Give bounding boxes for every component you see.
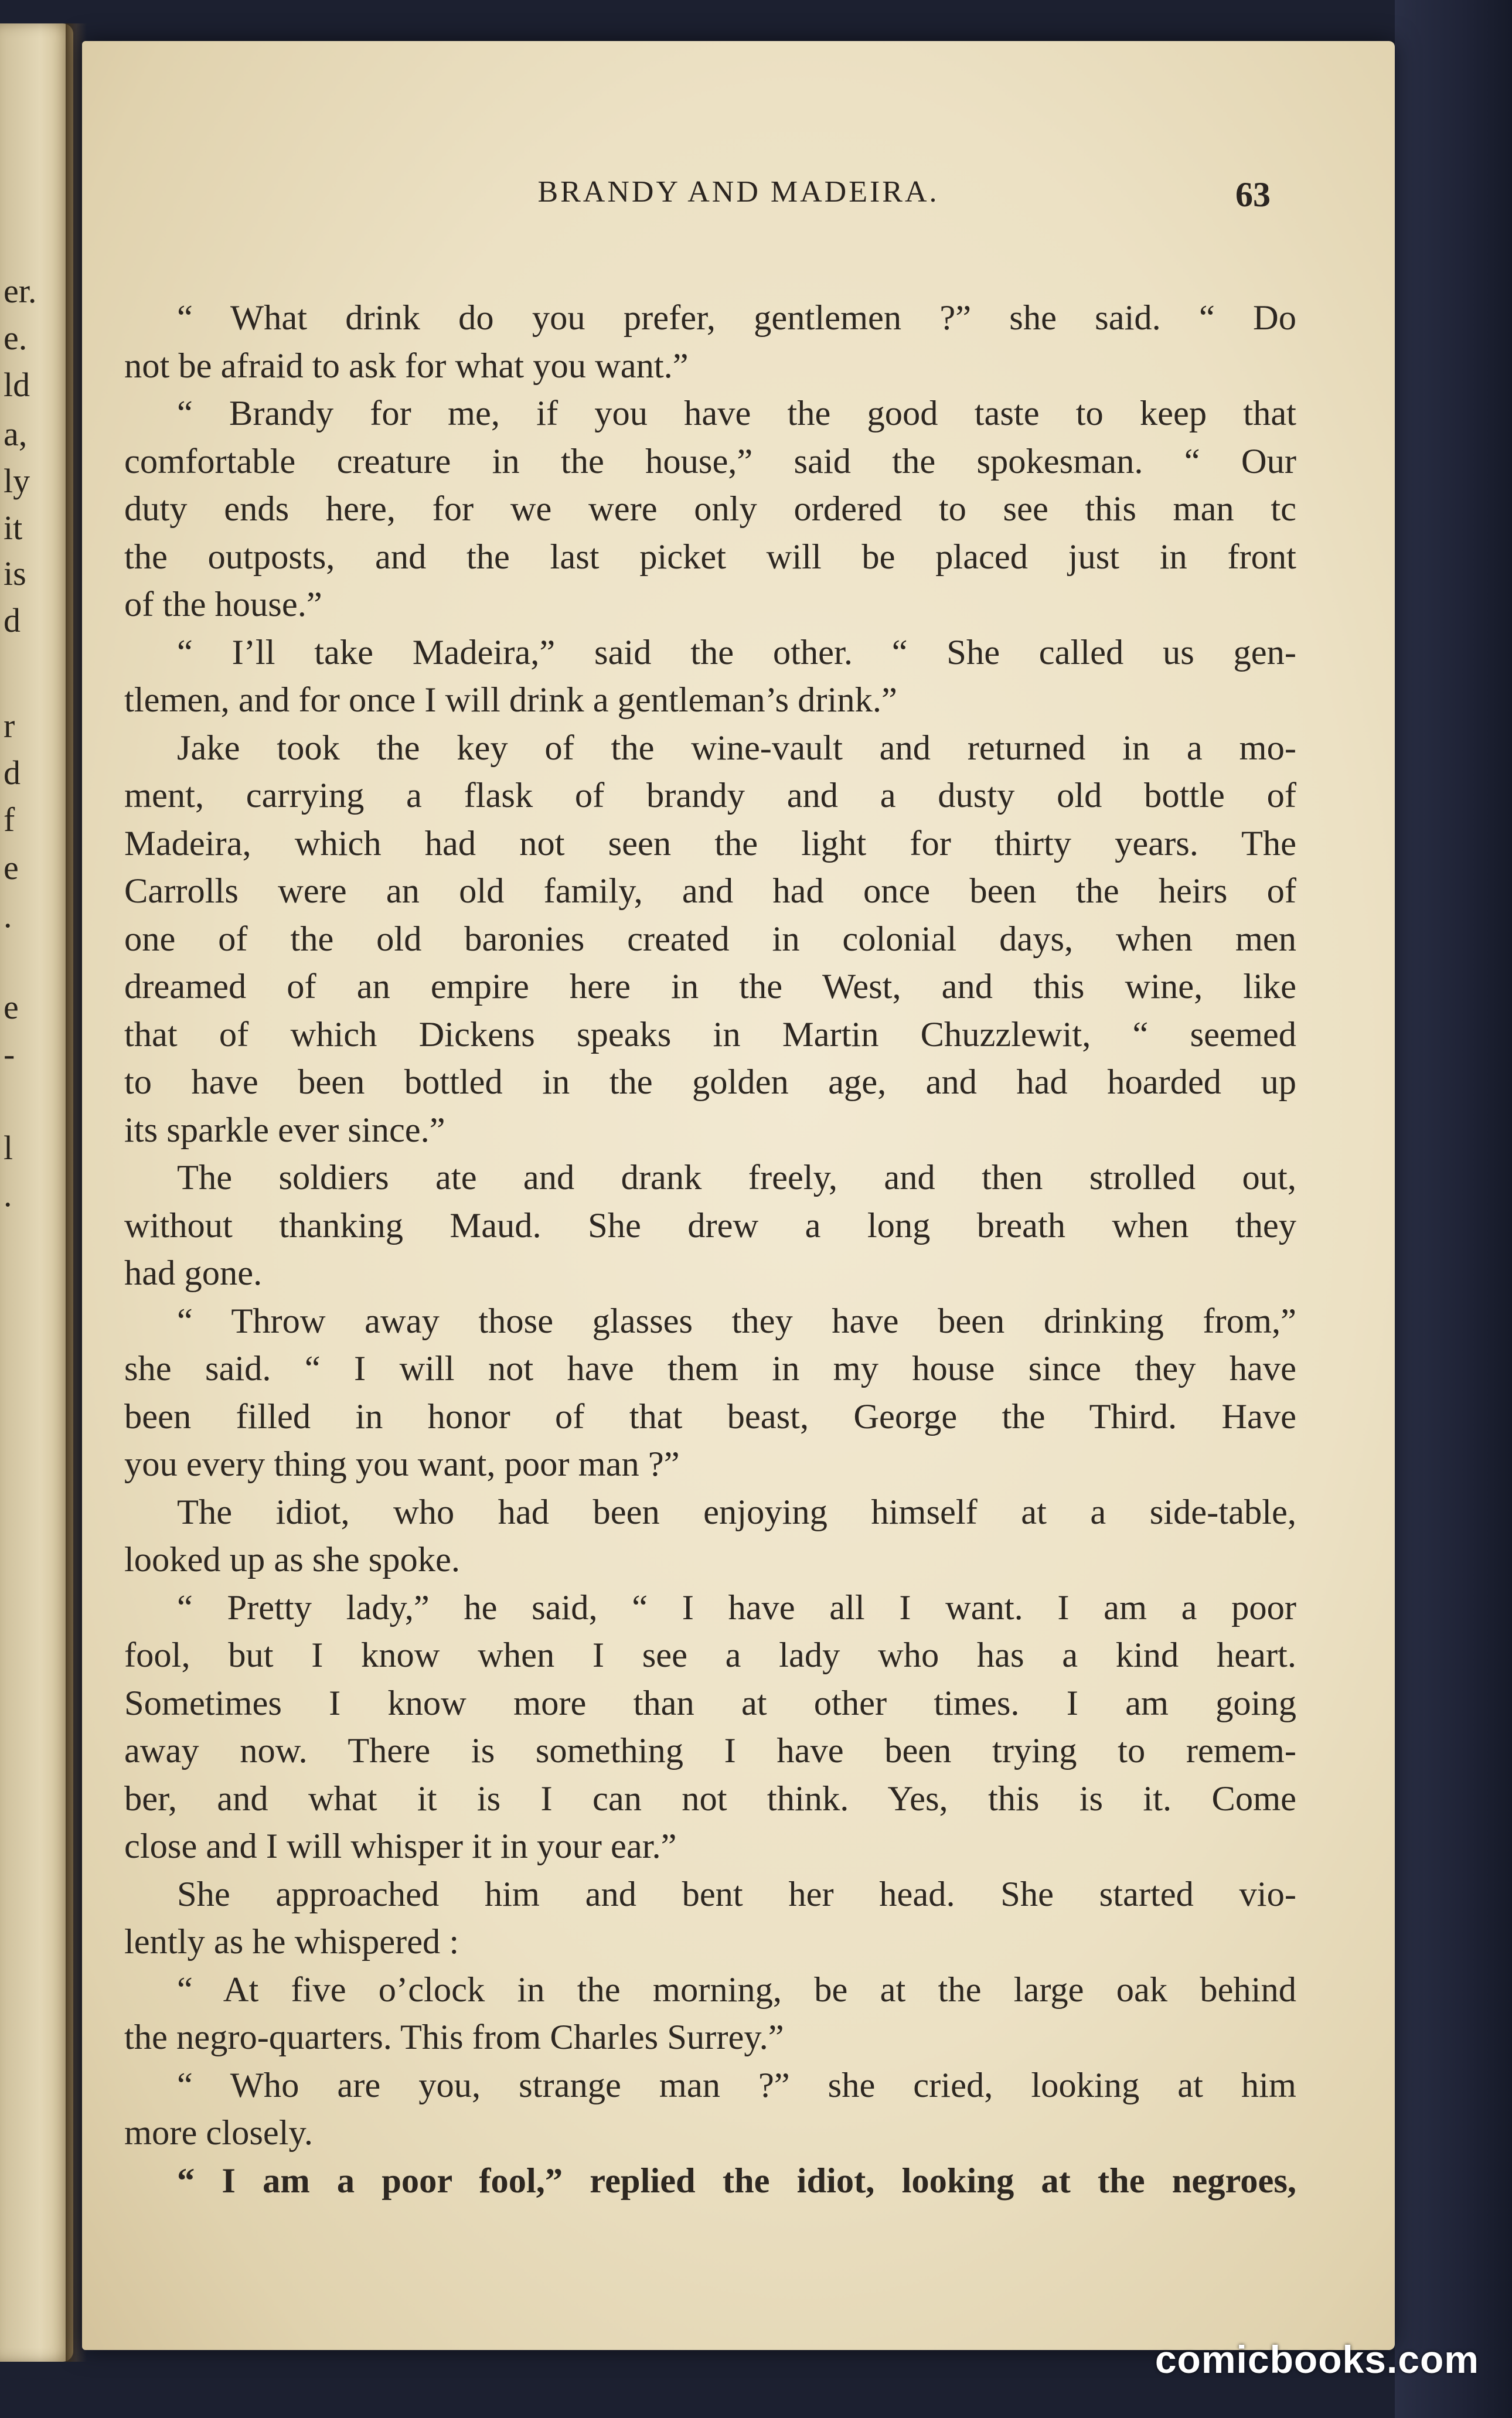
previous-page-fragment: d [4,601,21,639]
text-line: not be afraid to ask for what you want.” [124,346,689,386]
previous-page-fragment: a, [4,415,28,453]
text-line: tlemen, and for once I will drink a gentleman’s drink.” [124,680,897,720]
text-line: comfortable creature in the house,” said the spokesman. “ Our [124,441,1296,481]
previous-page-fragment: . [4,897,12,935]
text-line: to have been bottled in the golden age, and had hoarded up [124,1062,1296,1102]
text-line: without thanking Maud. She drew a long breath when they [124,1205,1296,1245]
previous-page-fragment: it [4,509,23,547]
text-line: away now. There is something I have been trying to remem- [124,1731,1296,1770]
text-line: lently as he whispered : [124,1922,459,1961]
text-line: “ At five o’clock in the morning, be at the large oak behind [177,1970,1296,2010]
text-line: that of which Dickens speaks in Martin Chuzzlewit, “ seemed [124,1014,1296,1054]
text-line: “ I’ll take Madeira,” said the other. “ She called us gen- [177,632,1296,672]
text-line: “ Brandy for me, if you have the good taste to keep that [177,394,1296,433]
previous-page-fragment: l [4,1129,13,1167]
text-line: one of the old baronies created in colonial days, when men [124,919,1296,959]
previous-page-fragment: f [4,801,15,839]
previous-page-fragment: r [4,707,15,745]
book-page [82,41,1395,2350]
previous-page-fragment: e [4,849,19,887]
text-line: ber, and what it is I can not think. Yes, this is it. Come [124,1779,1296,1818]
previous-page-fragment: e [4,988,19,1026]
previous-page-fragment: d [4,754,21,792]
previous-page-fragment: er. [4,272,37,310]
text-line: “ Pretty lady,” he said, “ I have all I want. I am a poor [177,1588,1296,1627]
watermark: comicbooks.com [1155,2338,1479,2381]
text-line: been filled in honor of that beast, George the Third. Have [124,1397,1296,1436]
text-line: its sparkle ever since.” [124,1110,445,1150]
text-line: ment, carrying a flask of brandy and a dusty old bottle of [124,776,1296,815]
text-line: had gone. [124,1254,263,1293]
text-line: She approached him and bent her head. She started vio- [177,1874,1296,1914]
running-title: BRANDY AND MADEIRA. [537,175,939,209]
text-line: close and I will whisper it in your ear.” [124,1827,677,1866]
previous-page-fragment: - [4,1035,15,1073]
previous-page-edge [0,23,73,2362]
running-head [82,175,1395,216]
text-line: more closely. [124,2113,313,2153]
previous-page-fragment: . [4,1176,12,1214]
text-line: dreamed of an empire here in the West, and this wine, like [124,967,1296,1006]
text-line: of the house.” [124,585,322,624]
body-text [124,294,1296,2205]
text-line: “ Who are you, strange man ?” she cried, looking at him [177,2065,1296,2105]
text-line: The idiot, who had been enjoying himself at a side-table, [177,1492,1296,1532]
text-line: the negro-quarters. This from Charles Surrey.” [124,2018,784,2057]
previous-page-fragment: is [4,554,26,592]
page-number: 63 [1235,175,1271,214]
text-line: “ I am a poor fool,” replied the idiot, looking at the negroes, [177,2161,1296,2201]
text-line: the outposts, and the last picket will be placed just in front [124,537,1296,577]
text-line: looked up as she spoke. [124,1540,460,1579]
text-line: “ What drink do you prefer, gentlemen ?” she said. “ Do [177,298,1296,338]
previous-page-fragment: e. [4,319,28,357]
text-line: Jake took the key of the wine-vault and returned in a mo- [177,728,1296,768]
text-line: Sometimes I know more than at other times. I am going [124,1683,1296,1723]
text-line: duty ends here, for we were only ordered to see this man tc [124,489,1296,529]
previous-page-fragment: ld [4,366,30,404]
text-line: “ Throw away those glasses they have been drinking from,” [177,1301,1296,1341]
text-line: she said. “ I will not have them in my house since they have [124,1349,1296,1388]
text-line: Madeira, which had not seen the light for thirty years. The [124,823,1296,863]
text-line: you every thing you want, poor man ?” [124,1445,680,1484]
previous-page-fragment: ly [4,462,30,500]
background-right [1395,0,1512,2418]
text-line: fool, but I know when I see a lady who has a kind heart. [124,1636,1296,1675]
text-line: The soldiers ate and drank freely, and then strolled out, [177,1158,1296,1197]
text-line: Carrolls were an old family, and had once been the heirs of [124,871,1296,911]
